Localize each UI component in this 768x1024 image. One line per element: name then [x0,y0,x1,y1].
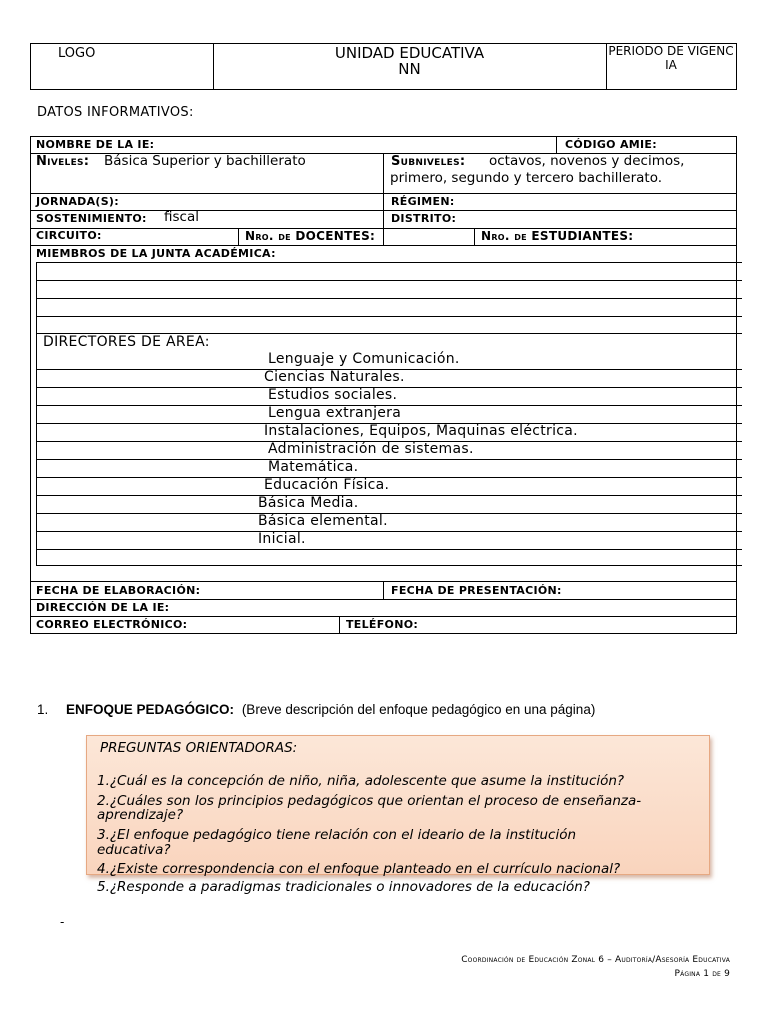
enfoque-description: (Breve descripción del enfoque pedagógico en una página) [241,702,596,717]
area-item: Estudios sociales. [268,387,398,403]
page-footer [461,953,730,981]
area-item: Instalaciones, Equipos, Maquinas eléctrica. [264,423,578,439]
pregunta-1: 1.¿Cuál es la concepción de niño, niña, adolescente que asume la institución? [97,773,625,789]
header-table [30,43,737,90]
enfoque-heading [37,702,595,717]
pregunta-3b: educativa? [97,842,171,858]
directores-area-title: DIRECTORES DE AREA: [43,334,210,350]
area-item: Lenguaje y Comunicación. [268,351,460,367]
pregunta-2a: 2.¿Cuáles son los principios pedagógicos que orientan el proceso de enseñanza- [97,793,642,809]
niveles-label: Niveles: [36,154,90,169]
footer-page-number: Página 1 de 9 [674,969,730,979]
area-item: Matemática. [268,459,359,475]
institution-line-1: UNIDAD EDUCATIVA [334,44,485,62]
junta-academica-label: MIEMBROS DE LA JUNTA ACADÉMICA: [36,247,276,260]
fecha-presentacion-label: FECHA DE PRESENTACIÓN: [391,584,562,597]
correo-label: CORREO ELECTRÓNICO: [36,618,188,631]
subniveles-value-2: primero, segundo y tercero bachillerato. [390,170,663,186]
datos-informativos-title: DATOS INFORMATIVOS: [37,105,194,120]
area-item: Inicial. [258,531,306,547]
area-item: Educación Física. [264,477,390,493]
footer-coordination: Coordinación de Educación Zonal 6 – Auditoría/Asesoría Educativa [461,955,730,965]
institution-cell [213,44,607,89]
pregunta-5: 5.¿Responde a paradigmas tradicionales o innovadores de la educación? [97,879,590,895]
circuito-label: CIRCUITO: [36,229,102,242]
enfoque-title: ENFOQUE PEDAGÓGICO: [66,702,235,717]
datos-table [30,136,737,634]
telefono-label: TELÉFONO: [346,618,419,631]
enfoque-number: 1. [37,702,49,717]
nro-docentes-label: Nro. de DOCENTES: [245,229,376,243]
direccion-ie-label: DIRECCIÓN DE LA IE: [36,601,170,614]
logo-placeholder: LOGO [58,46,96,61]
pregunta-2b: aprendizaje? [97,807,184,823]
dash-marker: - [60,915,65,929]
periodo-cell [606,44,736,89]
sostenimiento-value: fiscal [164,209,199,225]
institution-name [213,45,606,77]
area-item: Lengua extranjera [268,405,402,421]
pregunta-3a: 3.¿El enfoque pedagógico tiene relación con el ideario de la institución [97,827,577,843]
periodo-vigencia: PERIODO DE VIGENC IA [608,44,734,72]
logo-cell [31,44,214,89]
institution-line-2: NN [398,60,421,78]
nro-estudiantes-label: Nro. de ESTUDIANTES: [481,229,634,243]
preguntas-title: PREGUNTAS ORIENTADORAS: [100,740,298,756]
nombre-ie-label: NOMBRE DE LA IE: [36,138,155,151]
fecha-elaboracion-label: FECHA DE ELABORACIÓN: [36,584,201,597]
area-item: Ciencias Naturales. [264,369,405,385]
area-item: Básica Media. [258,495,359,511]
area-item: Administración de sistemas. [268,441,474,457]
area-item: Básica elemental. [258,513,388,529]
distrito-label: DISTRITO: [391,212,457,225]
subniveles-value-1: octavos, novenos y decimos, [489,153,685,169]
jornada-label: JORNADA(S): [36,195,119,208]
regimen-label: RÉGIMEN: [391,195,455,208]
niveles-value: Básica Superior y bachillerato [104,153,306,169]
sostenimiento-label: SOSTENIMIENTO: [36,212,147,225]
subniveles-label: Subniveles: [391,154,466,169]
pregunta-4: 4.¿Existe correspondencia con el enfoque planteado en el currículo nacional? [97,861,621,877]
codigo-amie-label: CÓDIGO AMIE: [565,138,657,151]
